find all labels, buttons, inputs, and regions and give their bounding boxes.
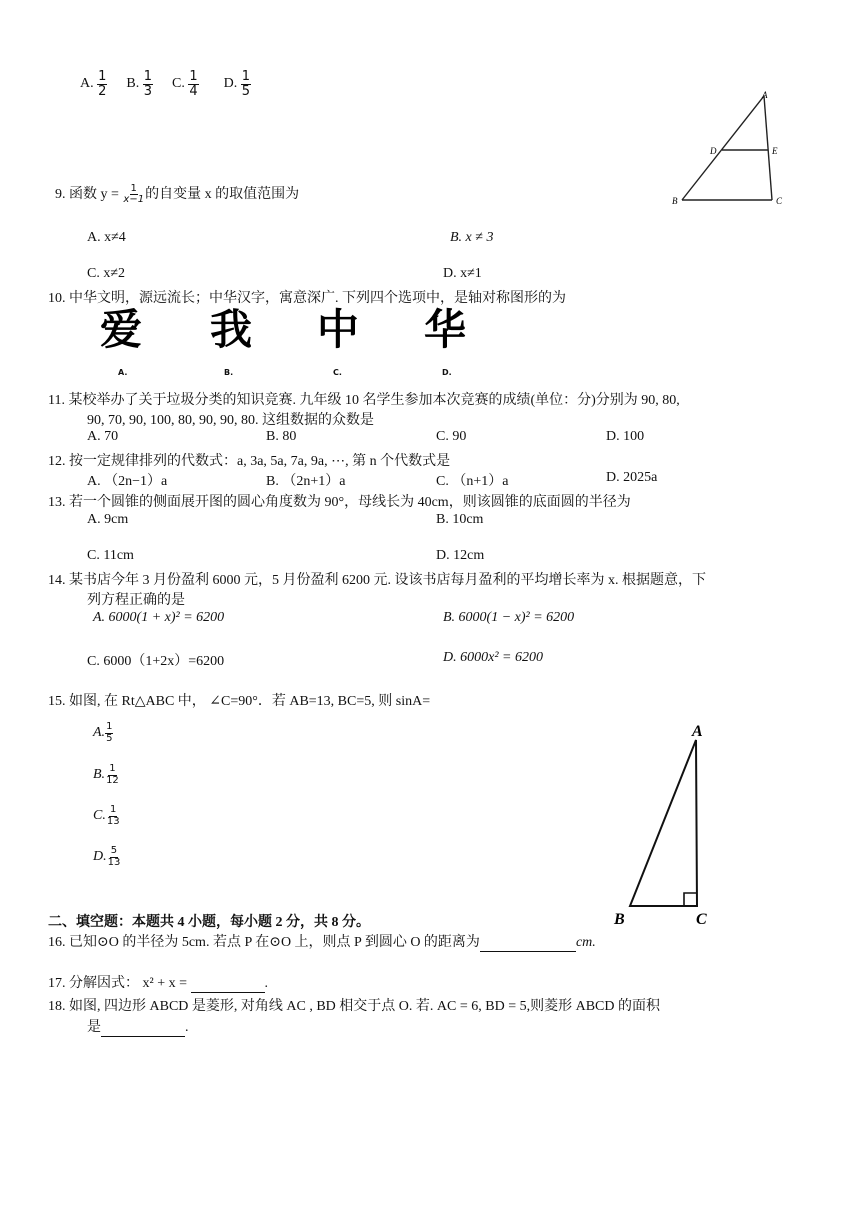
q15-option-d (93, 846, 121, 868)
section-2-heading: 二、填空题：本题共 4 小题，每小题 2 分，共 8 分。 (48, 915, 370, 930)
q10-char-b: 我 (210, 305, 253, 354)
fig1-label-a: A (762, 90, 768, 100)
q15-stem: 15. 如图, 在 Rt△ABC 中， ∠C=90°．若 AB=13, BC=5, 则 sinA= (48, 694, 431, 709)
q9-option-d: D. x≠1 (443, 266, 482, 281)
q8-b-label: B. (126, 76, 140, 92)
q18-line2-suffix: . (185, 1020, 189, 1035)
q12-option-b: B. （2n+1）a (266, 474, 346, 489)
q18-line1: 18. 如图, 四边形 ABCD 是菱形, 对角线 AC , BD 相交于点 O. 若. AC = 6, BD = 5,则菱形 ABCD 的面积 (48, 999, 660, 1014)
q18-line2 (87, 1016, 189, 1037)
q16-answer-blank[interactable] (480, 935, 576, 952)
q8-b-num: 1 (143, 69, 153, 84)
q14-option-b: B. 6000(1 − x)² = 6200 (443, 610, 575, 625)
q10-label-c: C. (333, 368, 342, 377)
q10-stem: 10. 中华文明，源远流长；中华汉字，寓意深广. 下列四个选项中，是轴对称图形的为 (48, 291, 566, 306)
q12-option-c: C. （n+1）a (436, 474, 509, 489)
q8-c-num: 1 (189, 69, 198, 84)
q8-options (80, 70, 251, 98)
q16-prefix: 16. 已知⊙O 的半径为 5cm. 若点 P 在⊙O 上，则点 P 到圆心 O 的距离为 (48, 935, 480, 950)
q15-b-fraction (105, 764, 120, 786)
q8-d-den: 5 (241, 83, 251, 99)
q15-option-b (93, 764, 120, 786)
fig1-label-d: D (710, 146, 717, 156)
fig1-label-e: E (772, 146, 778, 156)
q14-stem-line1: 14. 某书店今年 3 月份盈利 6000 元，5 月份盈利 6200 元. 设该书店每月盈利的平均增长率为 x. 根据题意，下 (48, 573, 706, 588)
q15-a-label: A. (93, 725, 106, 741)
fig2-right-angle-mark (684, 893, 697, 906)
q11-stem-line2: 90, 70, 90, 100, 80, 90, 90, 80. 这组数据的众数是 (87, 413, 374, 428)
q15-a-fraction (105, 722, 113, 744)
q10-char-a: 爱 (100, 305, 143, 354)
q17-suffix: . (264, 976, 268, 991)
q17-prefix: 17. 分解因式： x² + x = (48, 976, 187, 991)
q12-option-d: D. 2025a (606, 470, 658, 485)
q8-a-label: A. (80, 76, 94, 92)
q11-option-a: A. 70 (87, 429, 119, 444)
q15-c-label: C. (93, 808, 106, 824)
fig2-label-c: C (696, 911, 707, 928)
q13-stem: 13. 若一个圆锥的侧面展开图的圆心角度数为 90°，母线长为 40cm，则该圆锥的底面圆的半径为 (48, 495, 631, 510)
q10-label-a: A. (118, 368, 128, 377)
q8-d-num: 1 (241, 69, 251, 84)
q13-option-c: C. 11cm (87, 548, 134, 563)
fig1-label-c: C (776, 196, 783, 206)
q16 (48, 931, 596, 952)
q14-stem-line2: 列方程正确的是 (87, 593, 185, 608)
fig1-line-ab (682, 96, 764, 200)
q9-frac-num: 1 (130, 182, 137, 194)
q17 (48, 972, 268, 993)
q9-option-a: A. x≠4 (87, 230, 126, 245)
q9-frac-den: x−1 (123, 194, 145, 206)
q14-option-c: C. 6000（1+2x）=6200 (87, 654, 225, 669)
q8-a-fraction (97, 70, 107, 98)
q10-char-c: 中 (317, 305, 360, 354)
q9-option-c: C. x≠2 (87, 266, 126, 281)
q15-d-label: D. (93, 849, 107, 865)
q9-stem (55, 183, 299, 206)
q11-option-d: D. 100 (606, 429, 645, 444)
q10-character-options (100, 305, 470, 377)
q15-c-fraction (106, 805, 121, 827)
q11-option-c: C. 90 (436, 429, 467, 444)
q13-option-b: B. 10cm (436, 512, 484, 527)
q15-b-num: 1 (109, 763, 116, 774)
q15-option-a (93, 722, 113, 744)
q15-d-den: 13 (107, 856, 121, 868)
q8-option-c (172, 69, 202, 99)
q8-option-a (80, 69, 111, 99)
triangle-de-figure (668, 86, 798, 210)
q8-option-b (126, 69, 156, 99)
q8-b-den: 3 (143, 83, 153, 99)
q8-b-fraction (143, 70, 153, 98)
q8-option-d (223, 69, 251, 99)
q15-c-num: 1 (110, 804, 117, 815)
q18-line2-prefix: 是 (87, 1020, 101, 1035)
q14-option-a: A. 6000(1 + x)² = 6200 (93, 610, 225, 625)
q12-stem: 12. 按一定规律排列的代数式：a, 3a, 5a, 7a, 9a, ⋯, 第 n 个代数式是 (48, 454, 451, 469)
q16-suffix: cm. (575, 935, 596, 950)
fig2-triangle (630, 740, 697, 906)
q15-a-den: 5 (106, 732, 113, 744)
q8-c-fraction (188, 70, 198, 98)
fig1-line-ac (764, 96, 772, 200)
q15-b-label: B. (93, 767, 106, 783)
q8-a-num: 1 (98, 69, 107, 84)
fig2-label-a: A (692, 723, 703, 740)
q15-option-c (93, 805, 121, 827)
q17-answer-blank[interactable] (191, 976, 265, 993)
q13-option-a: A. 9cm (87, 512, 129, 527)
q10-char-d: 华 (424, 305, 467, 354)
q15-a-num: 1 (106, 721, 113, 732)
q11-stem-line1: 11. 某校举办了关于垃圾分类的知识竞赛. 九年级 10 名学生参加本次竞赛的成绩(单位：分)分别为 90, 80, (48, 393, 680, 408)
q14-option-d: D. 6000x² = 6200 (443, 650, 543, 665)
q10-label-b: B. (224, 368, 234, 377)
q8-d-fraction (241, 70, 251, 98)
right-triangle-figure (605, 716, 735, 932)
fig2-label-b: B (614, 911, 625, 928)
q9-stem-suffix: 的自变量 x 的取值范围为 (145, 187, 300, 202)
q13-option-d: D. 12cm (436, 548, 485, 563)
q9-option-b: B. x ≠ 3 (450, 230, 494, 245)
fig1-label-b: B (672, 196, 678, 206)
q9-fraction (122, 184, 145, 206)
q8-d-label: D. (223, 76, 238, 92)
q15-b-den: 12 (106, 774, 119, 786)
q11-option-b: B. 80 (266, 429, 297, 444)
q8-c-den: 4 (189, 83, 198, 99)
q15-d-num: 5 (110, 845, 118, 856)
q15-d-fraction (107, 846, 122, 868)
q10-label-d: D. (442, 368, 452, 377)
q18-answer-blank[interactable] (101, 1020, 185, 1037)
q8-a-den: 2 (98, 83, 107, 99)
q12-option-a: A. （2n−1）a (87, 474, 168, 489)
q8-c-label: C. (172, 76, 185, 92)
q15-c-den: 13 (106, 815, 120, 827)
q9-stem-prefix: 9. 函数 y = (55, 187, 119, 202)
